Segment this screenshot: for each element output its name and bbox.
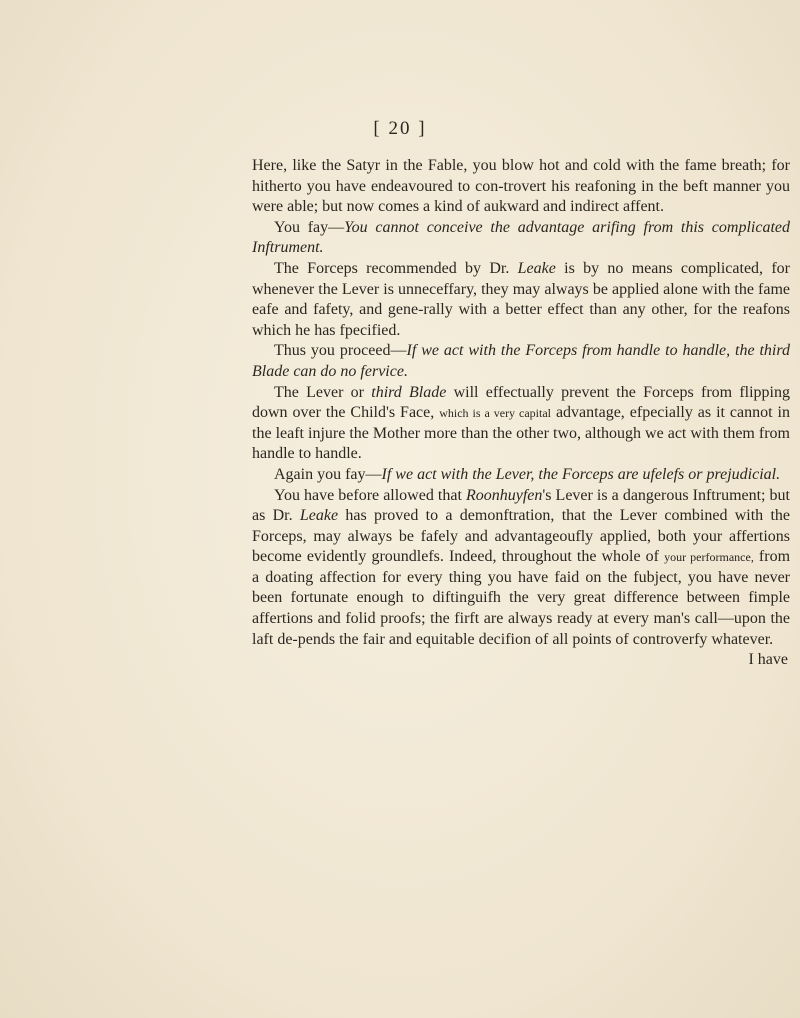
- text-run: has proved to a demonftration, that the Lever combined with the Forceps, may always be fafely and advantageoufly applied, both your affertions become evidently groundlefs. Indeed, throughout the whole of: [252, 507, 791, 566]
- text-run: You have before allowed that: [274, 486, 466, 504]
- text-run: is by no means complicated, for whenever the Lever is unneceffary, they may always be applied alone with the fame eafe and fafety, and gene-rally with a better effect than any other, for the reafons which he has fpecified.: [252, 259, 791, 339]
- italic-text: Roonhuyfen: [465, 486, 543, 504]
- paragraph: [252, 259, 790, 341]
- text-run: which is a very capital: [439, 406, 551, 421]
- paragraph: [252, 486, 790, 651]
- body-text: [252, 156, 790, 671]
- text-run: The Forceps recommended by Dr.: [274, 259, 518, 277]
- italic-text: If we act with the Lever, the Forceps are ufelefs or prejudicial.: [381, 465, 781, 483]
- paragraph: [252, 218, 790, 259]
- text-run: advantage, efpecially as it cannot in the leaft injure the Mother more than the other two, although we act with them from handle to handle.: [252, 404, 790, 463]
- paragraph: [252, 156, 790, 218]
- italic-text: Leake: [299, 507, 339, 525]
- text-run: The Lever or: [274, 383, 372, 401]
- paragraph: [252, 341, 790, 382]
- text-run: You fay—: [274, 218, 345, 236]
- text-run: Here, like the Satyr in the Fable, you blow hot and cold with the fame breath; for hitherto you have endeavoured to con-trovert his reafoning in the beft manner you were able; but now comes a kind of aukward and indirect affent.: [252, 157, 790, 216]
- italic-text: third Blade: [371, 383, 447, 401]
- text-run: Thus you proceed—: [274, 342, 407, 360]
- catchword: I have: [748, 651, 788, 669]
- italic-text: If we act with the Forceps from handle to handle, the third Blade can do no fervice.: [252, 342, 791, 380]
- paragraph: [252, 383, 790, 465]
- italic-text: Leake: [517, 259, 556, 277]
- text-run: will effectually prevent the Forceps from flipping down over the Child's Face,: [252, 383, 790, 422]
- page-number: [ 20 ]: [373, 118, 427, 139]
- italic-text: You cannot conceive the advantage arifing from this complicated Inftrument.: [252, 218, 790, 257]
- text-run: 's Lever is a dangerous Inftrument; but as Dr.: [252, 486, 791, 525]
- text-run: from a doating affection for every thing you have faid on the fubject, you have never been fortunate enough to diftinguifh the very great difference between fimple affertions and folid proofs; the firft are always ready at every man's call—upon the laft de-pends the fair and equitable decifion of all points of controverfy whatever.: [252, 548, 791, 648]
- paragraph: [252, 465, 790, 486]
- text-run: your performance,: [664, 550, 754, 565]
- text-run: Again you fay—: [274, 465, 382, 483]
